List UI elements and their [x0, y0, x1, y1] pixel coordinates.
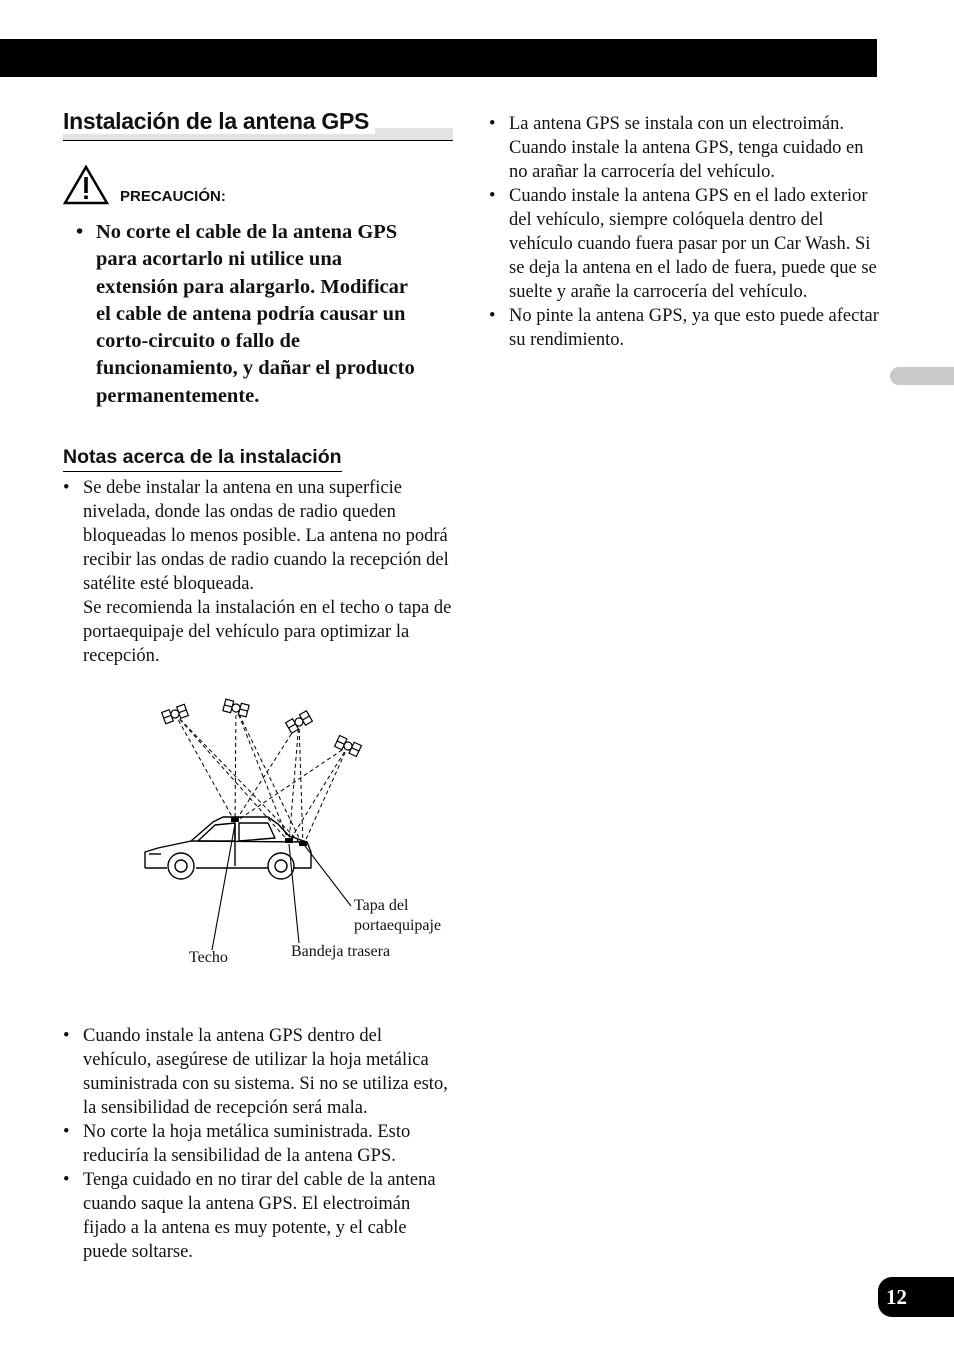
list-item — [63, 476, 453, 668]
caution-item: • No corte el cable de la antena GPS para acortarlo ni utilice una extensión para alargarlo. Modificar el cable de antena podría causar un corto-circuito o fallo de funcionamiento, y dañar el producto permanentemente. — [63, 219, 453, 410]
list-item: • Cuando instale la antena GPS en el lado exterior del vehículo, siempre colóquela dentro del vehículo cuando fuera pasar por un Car Wash. Si se deja la antena en el lado de fuera, puede que se suelte y arañe la carrocería del vehículo. — [489, 184, 879, 304]
car-satellite-illustration — [63, 686, 453, 996]
header-bar — [0, 39, 877, 77]
label-roof: Techo — [189, 949, 228, 967]
page-number: 12 — [878, 1277, 954, 1317]
label-trunk-line2: portaequipaje — [354, 917, 442, 935]
list-item: • No pinte la antena GPS, ya que esto puede afectar su rendimiento. — [489, 304, 879, 352]
right-notes-list — [489, 112, 879, 352]
list-item: • No corte la hoja metálica suministrada. Esto reduciría la sensibilidad de la antena GPS. — [63, 1120, 453, 1168]
list-item: • Tenga cuidado en no tirar del cable de la antena cuando saque la antena GPS. El electroimán fijado a la antena es muy potente, y el cable puede soltarse. — [63, 1168, 453, 1264]
car-outline — [145, 817, 311, 879]
notes-title: Notas acerca de la instalación — [63, 446, 342, 472]
label-trunk-line1: Tapa del — [354, 897, 409, 915]
label-trunk — [354, 896, 441, 936]
list-item: • La antena GPS se instala con un electroimán. Cuando instale la antena GPS, tenga cuidado en no arañar la carrocería del vehículo. — [489, 112, 879, 184]
caution-list — [63, 219, 453, 410]
right-column — [489, 112, 879, 352]
caution-header — [63, 165, 453, 205]
warning-triangle-icon — [63, 165, 109, 205]
antenna-placement-figure — [63, 686, 453, 996]
satellite-icons — [162, 699, 362, 756]
notes-list-continued — [63, 1024, 453, 1264]
list-item-subtext: Se recomienda la instalación en el techo o tapa de portaequipaje del vehículo para optimizar la recepción. — [83, 598, 452, 667]
label-rear-tray: Bandeja trasera — [291, 943, 391, 961]
section-tab — [890, 367, 954, 385]
notes-list — [63, 476, 453, 668]
section-title — [63, 108, 453, 141]
list-item-text: Se debe instalar la antena en una superficie nivelada, donde las ondas de radio queden bloqueadas lo menos posible. La antena no podrá recibir las ondas de radio cuando la recepción del satélite esté bloqueada. — [83, 478, 449, 595]
section-title-text: Instalación de la antena GPS — [63, 108, 375, 134]
left-column — [63, 108, 453, 1264]
caution-label: PRECAUCIÓN: — [120, 188, 226, 205]
list-item: • Cuando instale la antena GPS dentro del vehículo, asegúrese de utilizar la hoja metálica suministrada con su sistema. Si no se utiliza esto, la sensibilidad de recepción será mala. — [63, 1024, 453, 1120]
